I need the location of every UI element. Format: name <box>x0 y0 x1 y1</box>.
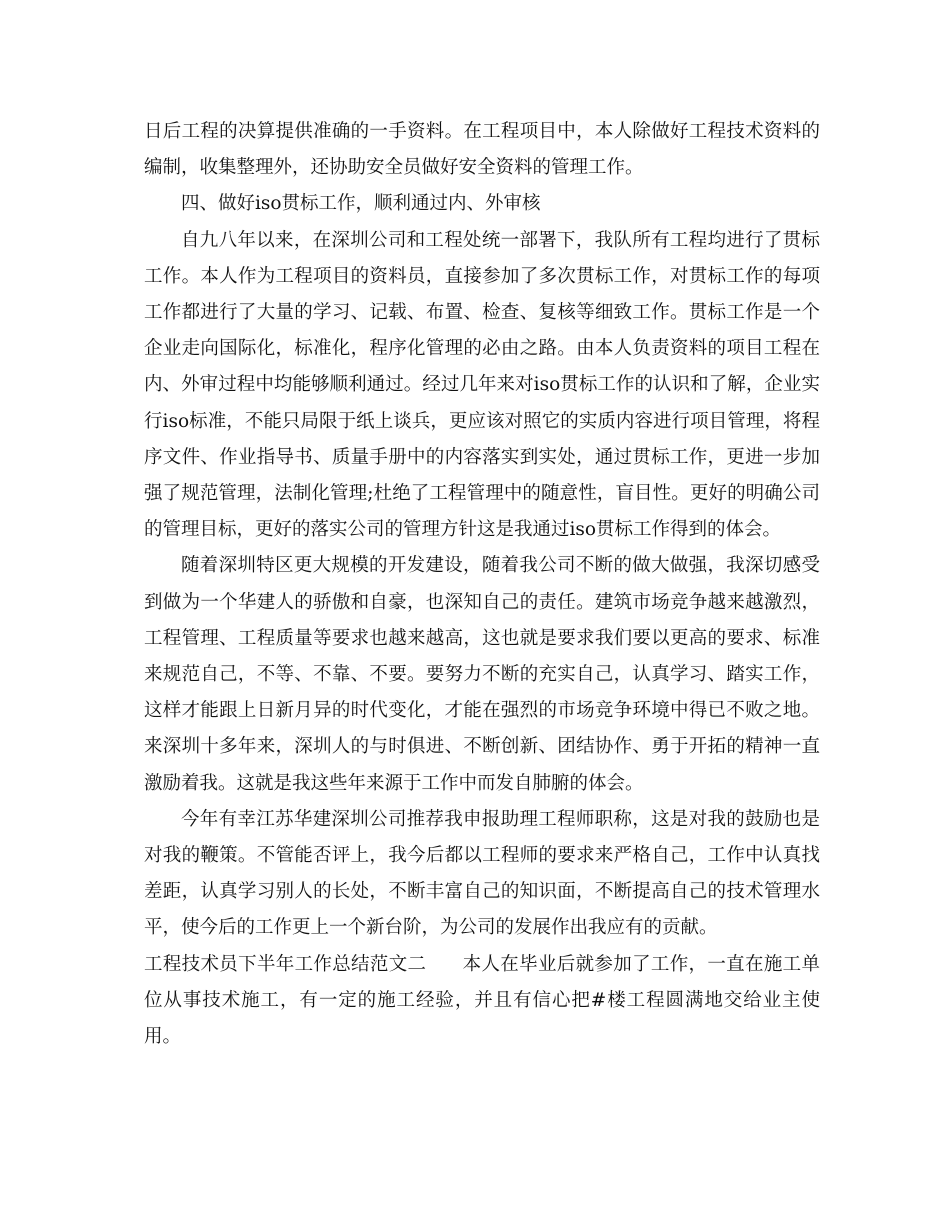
paragraph-shenzhen: 随着深圳特区更大规模的开发建设，随着我公司不断的做大做强，我深切感受到做为一个华建人的骄傲和自豪，也深知自己的责任。建筑市场竞争越来越激烈，工程管理、工程质量等要求也越来越高，这也就是要求我们要以更高的要求、标准来规范自己，不等、不靠、不要。要努力不断的充实自己，认真学习、踏实工作，这样才能跟上日新月异的时代变化，才能在强烈的市场竞争环境中得已不败之地。来深圳十多年来，深圳人的与时俱进、不断创新、团结协作、勇于开拓的精神一直激励着我。这就是我这些年来源于工作中而发自肺腑的体会。 <box>144 555 820 794</box>
paragraph-recommendation: 今年有幸江苏华建深圳公司推荐我申报助理工程师职称，这是对我的鼓励也是对我的鞭策。不管能否评上，我今后都以工程师的要求来严格自己，工作中认真找差距，认真学习别人的长处，不断丰富自己的知识面，不断提高自己的技术管理水平，使今后的工作更上一个新台阶，为公司的发展作出我应有的贡献。 <box>144 808 820 939</box>
paragraph-iso: 自九八年以来，在深圳公司和工程处统一部署下，我队所有工程均进行了贯标工作。本人作为工程项目的资料员，直接参加了多次贯标工作，对贯标工作的每项工作都进行了大量的学习、记载、布置、检查、复核等细致工作。贯标工作是一个企业走向国际化，标准化，程序化管理的必由之路。由本人负责资料的项目工程在内、外审过程中均能够顺利通过。经过几年来对iso贯标工作的认识和了解，企业实行iso标准，不能只局限于纸上谈兵，更应该对照它的实质内容进行项目管理，将程序文件、作业指导书、质量手册中的内容落实到实处，通过贯标工作，更进一步加强了规范管理，法制化管理;杜绝了工程管理中的随意性，盲目性。更好的明确公司的管理目标，更好的落实公司的管理方针这是我通过iso贯标工作得到的体会。 <box>144 229 820 541</box>
closing-text: 本人在毕业后就参加了工作，一直在施工单位从事技术施工，有一定的施工经验，并且有信心把#楼工程圆满地交给业主使用。 <box>144 953 820 1048</box>
article-title: 工程技术员下半年工作总结范文二 <box>144 953 427 975</box>
section-heading-4: 四、做好iso贯标工作，顺利通过内、外审核 <box>181 193 541 215</box>
paragraph-1: 日后工程的决算提供准确的一手资料。在工程项目中，本人除做好工程技术资料的编制，收集整理外，还协助安全员做好安全资料的管理工作。 <box>144 121 820 179</box>
paragraph-closing <box>144 947 820 1056</box>
document-body <box>144 114 820 1055</box>
